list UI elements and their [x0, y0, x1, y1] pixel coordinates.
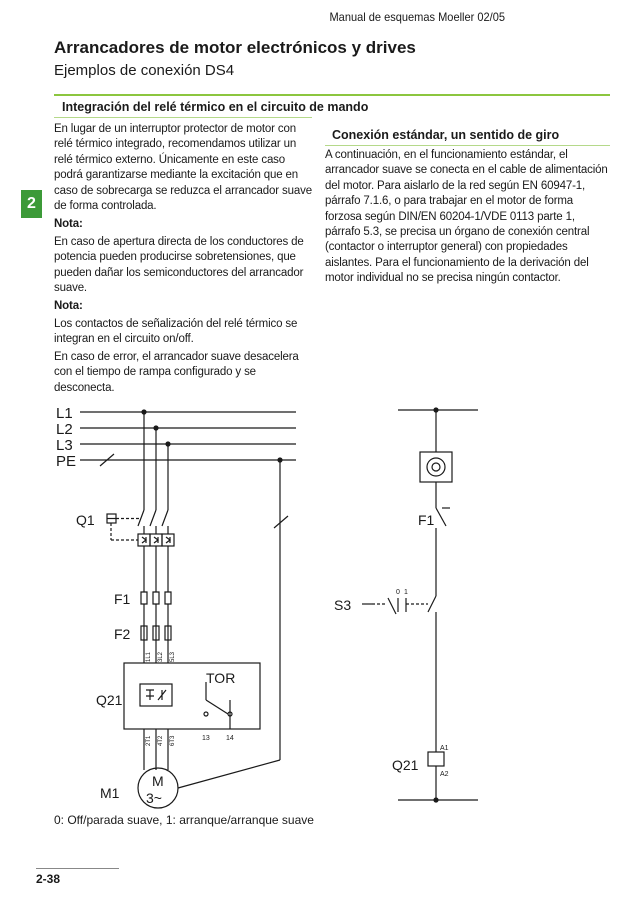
ctrl-s3-label: S3: [334, 597, 352, 613]
terminal-3l2: 3L2: [158, 651, 164, 662]
note-label: Nota:: [54, 300, 83, 313]
q21-label: Q21: [96, 692, 123, 708]
chapter-tab: 2: [21, 190, 42, 218]
terminal-4t2: 4T2: [158, 735, 164, 746]
section-heading-right: Conexión estándar, un sentido de giro: [332, 128, 560, 142]
line-label-l2: L2: [56, 421, 73, 438]
terminal-5l3: 5L3: [170, 651, 176, 662]
note-label: Nota:: [54, 218, 83, 231]
motor-symbol-m: M: [152, 773, 164, 789]
paragraph: En caso de apertura directa de los conductores de potencia pueden producirse sobretensiones, que pueden dañar los semiconductores del arrancador suave.: [54, 235, 304, 295]
title-divider: [54, 94, 610, 96]
wiring-diagram: [0, 395, 639, 813]
f2-label: F2: [114, 626, 131, 642]
ctrl-q21-label: Q21: [392, 757, 419, 773]
terminal-1l1: 1L1: [146, 651, 152, 662]
page-title: Arrancadores de motor electrónicos y drives: [54, 38, 416, 57]
page-subtitle: Ejemplos de conexión DS4: [54, 62, 235, 79]
section-heading-left: Integración del relé térmico en el circuito de mando: [62, 100, 369, 114]
paragraph: En lugar de un interruptor protector de motor con relé térmico integrado, recomendamos utilizar un relé térmico externo. Únicamente en este caso podrá garantizarse mediante la excitación que en caso de sobrecarga se reduzca el arrancador suave de forma controlada.: [54, 123, 312, 213]
line-label-l1: L1: [56, 405, 73, 422]
page-number: 2-38: [36, 872, 61, 886]
paragraph: En caso de error, el arrancador suave desacelera con el tiempo de rampa configurado y se desconecta.: [54, 350, 299, 394]
section-divider-right: [325, 145, 610, 146]
line-label-l3: L3: [56, 437, 73, 454]
manual-header: Manual de esquemas Moeller 02/05: [329, 10, 505, 24]
diagram-legend: 0: Off/parada suave, 1: arranque/arranque suave: [54, 813, 314, 827]
right-column-text: [325, 148, 610, 289]
terminal-6t3: 6T3: [170, 735, 176, 746]
paragraph: A continuación, en el funcionamiento estándar, el arrancador suave se conecta en el cable de alimentación del motor. Para aislarlo de la red según EN 60947-1, párrafo 7.1.6, o para trabajar en el motor de forma forzosa según DIN/EN 60204-1/VDE 0113 parte 1, párrafo 5.3, se precisa un órgano de conexión central (contactor o interruptor general) con propiedades aislantes. Para el funcionamiento de la derivación del motor individual no se precisa ningún contactor.: [325, 149, 608, 285]
line-label-pe: PE: [56, 453, 77, 470]
motor-symbol-phase: 3~: [146, 790, 162, 806]
coil-terminal-a2: A2: [440, 771, 449, 778]
tor-label: TOR: [206, 670, 236, 686]
ctrl-f1-label: F1: [418, 512, 435, 528]
f1-label: F1: [114, 591, 131, 607]
footer-divider: [36, 868, 119, 869]
q1-label: Q1: [76, 512, 95, 528]
paragraph: Los contactos de señalización del relé térmico se integran en el circuito on/off.: [54, 317, 298, 346]
terminal-2t1: 2T1: [146, 735, 152, 746]
s3-position-1: 1: [404, 589, 408, 596]
terminal-13: 13: [202, 735, 210, 742]
motor-designation: M1: [100, 785, 120, 801]
left-column-text: [54, 122, 312, 398]
coil-terminal-a1: A1: [440, 745, 449, 752]
section-divider-left: [54, 117, 312, 118]
s3-position-0: 0: [396, 589, 400, 596]
terminal-14: 14: [226, 735, 234, 742]
